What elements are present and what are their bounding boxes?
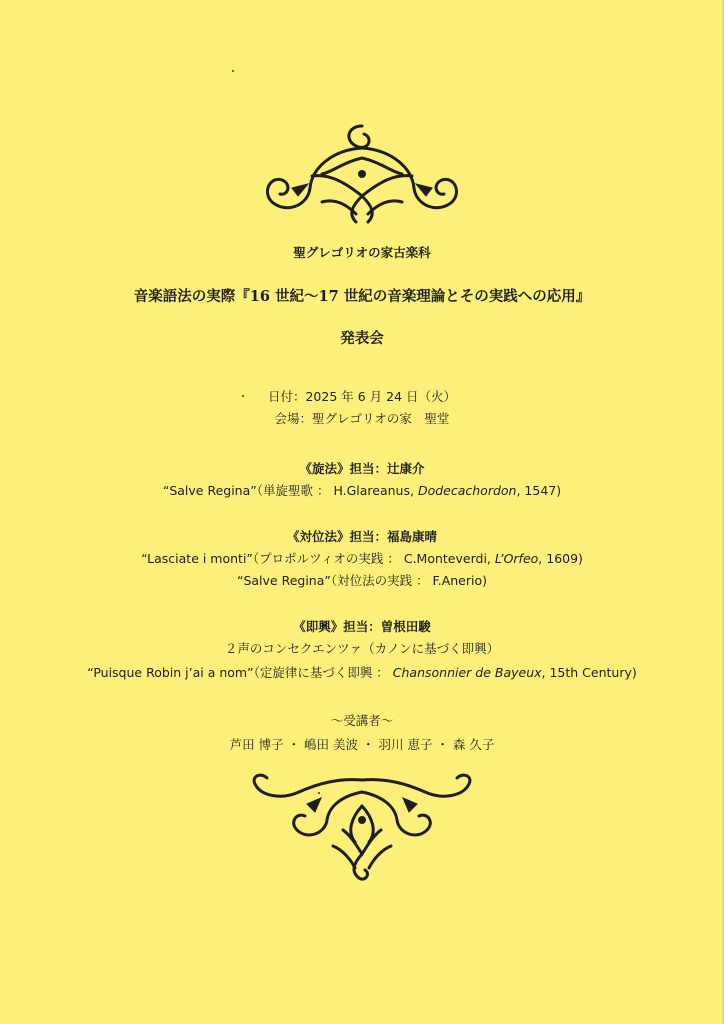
piece-item: “Salve Regina”（単旋聖歌 ： H.Glareanus, Dodecachordon, 1547) xyxy=(162,483,562,498)
piece-item: “Salve Regina”（対位法の実践 ： F.Anerio) xyxy=(236,573,488,588)
paper-speck xyxy=(242,395,244,397)
section-header-counterpoint: 《対位法》担当：福島康晴 xyxy=(286,529,437,544)
paper-speck xyxy=(232,70,234,72)
participants-list: 芦田 博子 ・ 嶋田 美波 ・ 羽川 恵子 ・ 森 久子 xyxy=(229,737,495,752)
flourish-ornament-top-icon xyxy=(0,118,724,230)
section-header-improvisation: 《即興》担当：曽根田駿 xyxy=(293,619,431,634)
organizer: 聖グレゴリオの家古楽科 xyxy=(293,245,431,260)
participants-heading: ～受講者～ xyxy=(330,713,394,728)
piece-item: “Puisque Robin j’ai a nom”（定旋律に基づく即興 ： Chansonnier de Bayeux, 15th Century) xyxy=(87,665,637,680)
paper-speck xyxy=(318,792,320,794)
piece-item: “Lasciate i monti”（プロポルツィオの実践 ： C.Monteverdi, L’Orfeo, 1609) xyxy=(141,551,583,566)
flourish-ornament-bottom-icon xyxy=(0,770,724,886)
course-title: 音楽語法の実際『16 世紀～17 世紀の音楽理論とその実践への応用』 xyxy=(133,288,591,305)
event-title: 発表会 xyxy=(340,331,384,347)
event-venue: 会場：聖グレゴリオの家 聖堂 xyxy=(274,411,450,426)
piece-item: ２声のコンセクエンツァ（カノンに基づく即興） xyxy=(224,641,500,656)
section-header-modes: 《旋法》担当：辻康介 xyxy=(299,461,425,476)
event-date: 日付：2025 年 6 月 24 日（火） xyxy=(267,389,457,404)
